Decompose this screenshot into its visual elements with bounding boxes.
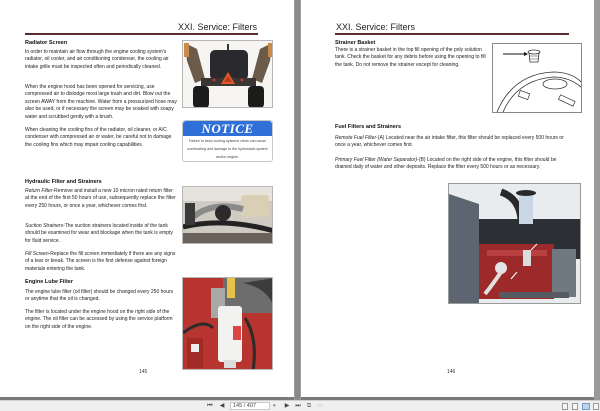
notice-title: NOTICE — [183, 121, 272, 136]
copy-icon: ⧉ — [306, 403, 312, 409]
page-gutter — [294, 0, 301, 400]
copy-page-button[interactable] — [305, 402, 313, 411]
header-rule — [335, 33, 569, 35]
page-header: XXI. Service: Filters — [336, 22, 416, 32]
section-title-strainer-basket: Strainer Basket — [335, 40, 376, 46]
notice-text: Failure to keep cooling systems clean can cause overheating and damage to the hydrostatic system and/or engine. — [187, 139, 268, 159]
section-title-fuel-filters: Fuel Filters and Strainers — [335, 124, 402, 130]
paragraph: In order to maintain air flow through the engine cooling system's radiator, oil cooler, and air conditioning condenser, the cooling air intake grille must be inspected often and periodically cleaned. — [25, 49, 169, 70]
first-page-button[interactable] — [206, 402, 214, 411]
next-page-icon: ▶ — [284, 403, 290, 409]
paragraph-fill-screen: Fill Screen-Replace the fill screen immediately if there are any signs of a tear or break. The screen is the first defense against foreign materials entering the tank. — [25, 251, 176, 272]
paragraph: When the engine hood has been opened for servicing, use compressed air to dislodge most large trash and dirt. Blow out the screen AWAY from the machine. Water from a pressurized hose may also be used, or if necessary the screen may be soaked with soapy water and scrubbed gently with a brush. — [25, 84, 177, 120]
notice-box — [182, 120, 273, 162]
paragraph-return-filter: Return Filter-Remove and install a new 10 micron rated return filter at the end of the first 50 hours of use, subsequently replace the filter every 250 hours, or once a year, whichever comes first. — [25, 188, 176, 209]
page-header: XXI. Service: Filters — [177, 22, 257, 32]
two-page-view-button[interactable] — [582, 403, 590, 410]
section-title-radiator-screen: Radiator Screen — [25, 40, 68, 46]
last-page-icon: ⏭ — [295, 403, 301, 409]
paragraph: There is a strainer basket in the top fill opening of the poly solution tank. Check the basket for any debris before using the opening to fill the tank. Do not remove the strainer except for cleaning. — [335, 47, 486, 68]
first-page-icon: ⏮ — [207, 403, 213, 409]
paragraph: The engine lube filter (oil filter) should be changed every 250 hours or anytime that the oil is changed. — [25, 289, 174, 303]
paragraph-primary-fuel-filter: Primary Fuel Filter (Water Separator)-(B) Located on the right side of the engine, this filter should be drained daily of water and other deposits. Replace the filter every 500 hours or as necessary. — [335, 157, 557, 171]
paragraph: The filter is located under the engine hood on the right side of the engine. The oil filter can be accessed by using the service platform on the right side of the engine. — [25, 309, 173, 330]
paragraph: When cleaning the cooling fins of the radiator, oil cleaner, or A/C condenser with compressed air or water, be careful not to damage the cooling fins which may impair cooling capabilities. — [25, 127, 172, 148]
last-page-button[interactable] — [294, 402, 302, 411]
page-icon: ▭ — [317, 403, 323, 409]
vertical-scrollbar[interactable] — [594, 0, 600, 400]
section-title-hydraulic-filter: Hydraulic Filter and Strainers — [25, 179, 102, 185]
engine-fuel-filters-photo — [448, 183, 581, 304]
page-number-input[interactable]: 145 / 407 — [230, 402, 270, 410]
single-page-view-button[interactable] — [562, 403, 568, 410]
two-page-continuous-view-button[interactable] — [593, 403, 599, 410]
paragraph-suction-strainers: Suction Strainers-The suction strainers located inside of the tank should be examined for wear and blockage when the tank is empty for fluid service. — [25, 223, 173, 244]
page-dropdown-toggle[interactable]: ▾ — [273, 403, 276, 409]
sprayer-rear-photo — [182, 40, 273, 108]
page-number: 146 — [447, 369, 456, 375]
page-145 — [0, 0, 294, 397]
section-title-engine-lube: Engine Lube Filter — [25, 279, 73, 285]
header-rule — [25, 33, 258, 35]
hydraulic-filter-photo — [182, 186, 273, 244]
engine-oil-filter-photo — [182, 277, 273, 370]
next-page-button[interactable] — [283, 402, 291, 411]
page-number: 145 — [139, 369, 148, 375]
paragraph-remote-fuel-filter: Remote Fuel Filter-(A) Located near the air intake filter, this filter should be replaced every 500 hours or once a year, whichever comes first. — [335, 135, 564, 149]
strainer-basket-diagram — [492, 43, 582, 113]
prev-page-button[interactable] — [218, 402, 226, 411]
page-146 — [301, 0, 594, 397]
continuous-view-button[interactable] — [572, 403, 578, 410]
paste-page-button[interactable] — [316, 402, 324, 411]
prev-page-icon: ◀ — [219, 403, 225, 409]
navigation-toolbar — [0, 400, 600, 411]
